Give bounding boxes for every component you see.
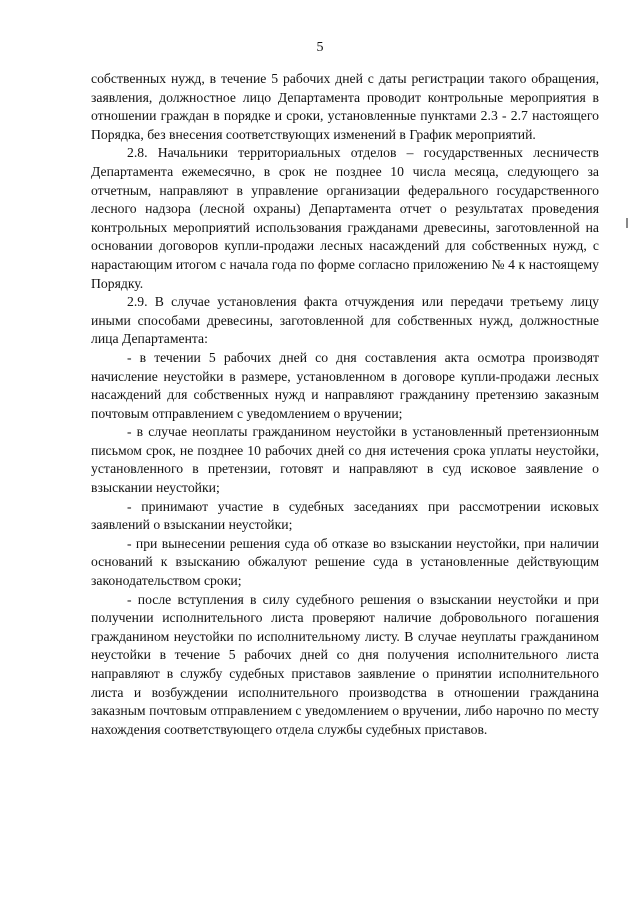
list-item-lawsuit: - в случае неоплаты гражданином неустойки в установленный претензионным письмом срок, не позднее 10 рабочих дней со дня истечения срока уплаты неустойки, установленного в претензии, готовят и направляют в суд исковое заявление о взыскании неустойки;: [91, 424, 599, 496]
list-item-court-participation: - принимают участие в судебных заседаниях при рассмотрении исковых заявлений о взыскании неустойки;: [91, 498, 599, 533]
paragraph-continuation: собственных нужд, в течение 5 рабочих дней с даты регистрации такого обращения, заявления, должностное лицо Департамента проводит контрольные мероприятия в отношении граждан в порядке и сроки, установленные пунктами 2.3 - 2.7 настоящего Порядка, без внесения соответствующих изменений в График мероприятий.: [91, 71, 599, 142]
document-body: [91, 70, 599, 739]
margin-mark: [626, 218, 628, 228]
paragraph-2-8: 2.8. Начальники территориальных отделов – государственных лесничеств Департамента ежемесячно, в срок не позднее 10 числа месяца, следующего за отчетным, направляют в управление организации федерального государственного лесного надзора (лесной охраны) Департамента отчет о результатах проведения контрольных мероприятий использования гражданами древесины, заготовленной на основании договоров купли-продажи лесных насаждений для собственных нужд, с нарастающим итогом с начала года по форме согласно приложению № 4 к настоящему Порядку.: [91, 145, 599, 291]
page-number: 5: [316, 40, 324, 55]
list-item-penalty-accrual: - в течении 5 рабочих дней со дня составления акта осмотра производят начисление неустойки в размере, установленном в договоре купли-продажи лесных насаждений для собственных нужд и направляют гражданину претензию заказным почтовым отправлением с уведомлением о вручении;: [91, 349, 599, 421]
paragraph-2-9: 2.9. В случае установления факта отчуждения или передачи третьему лицу иными способами древесины, заготовленной для собственных нужд, должностные лица Департамента:: [91, 294, 599, 347]
list-item-appeal: - при вынесении решения суда об отказе во взыскании неустойки, при наличии оснований к взысканию обжалуют решение суда в установленные действующим законодательством сроки;: [91, 535, 599, 589]
list-item-enforcement: - после вступления в силу судебного решения о взыскании неустойки и при получении исполнительного листа проверяют наличие добровольного погашения гражданином неустойки по исполнительному листу. В случае неуплаты гражданином неустойки в течение 5 рабочих дней со дня получения исполнительного листа направляют в службу судебных приставов заявление о принятии исполнительного листа и возбуждении исполнительного производства в отношении гражданина заказным почтовым отправлением с уведомлением о вручении, либо нарочно по месту нахождения соответствующего отдела службы судебных приставов.: [91, 591, 599, 737]
